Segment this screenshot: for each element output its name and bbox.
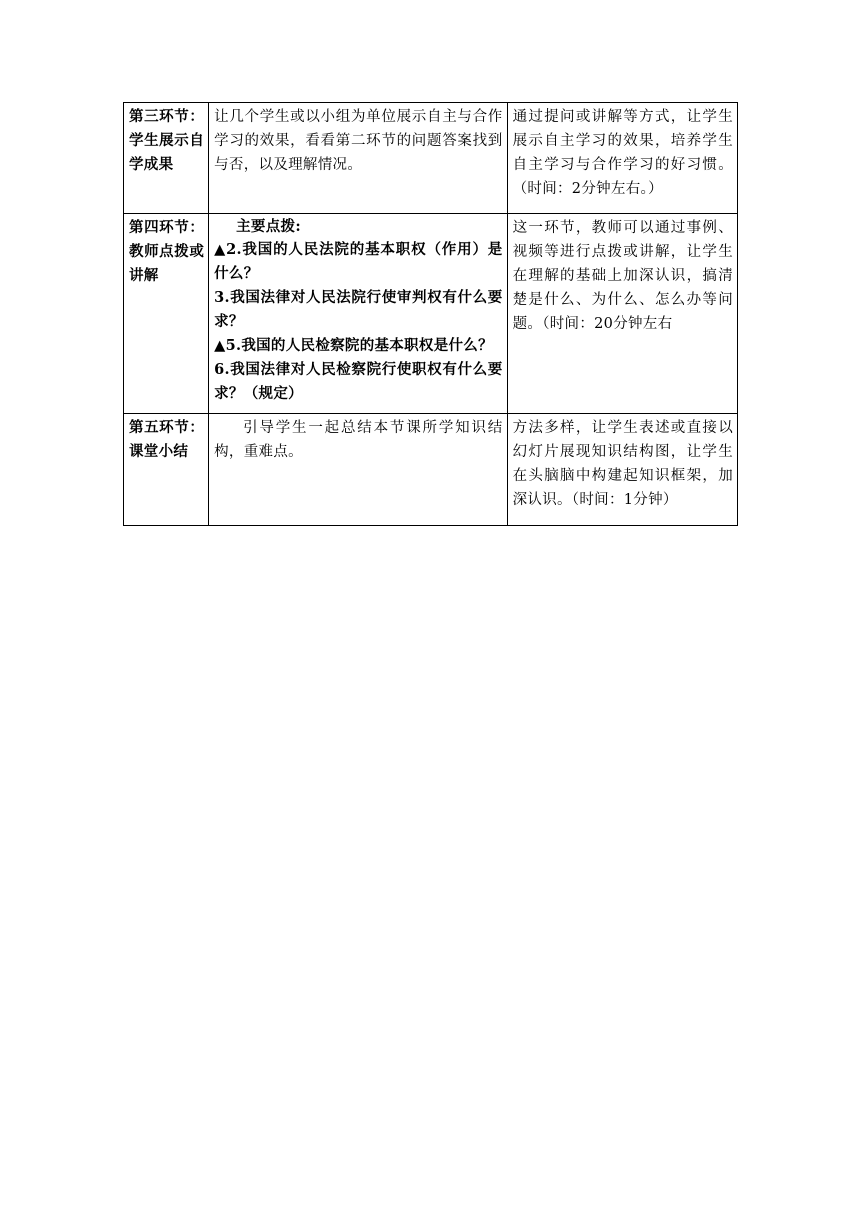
table-row [124,103,738,214]
table-row [124,214,738,414]
stage-cell: 第五环节：课堂小结 [124,414,209,526]
key-points-heading: 主要点拨: [236,218,301,235]
table-row [124,414,738,526]
stage-cell: 第三环节：学生展示自学成果 [124,103,209,214]
lesson-plan-table [123,102,738,526]
activity-cell [209,214,507,414]
key-point-item: 6.我国法律对人民检察院行使职权有什么要求？（规定） [214,361,503,402]
design-note-cell: 这一环节，教师可以通过事例、视频等进行点拨或讲解，让学生在理解的基础上加深认识，搞清楚是什么、为什么、怎么办等问题。（时间：20分钟左右 [507,214,737,414]
activity-cell: 让几个学生或以小组为单位展示自主与合作学习的效果，看看第二环节的问题答案找到与否，以及理解情况。 [209,103,507,214]
key-point-item: ▲2.我国的人民法院的基本职权（作用）是什么？ [214,241,503,282]
key-point-item: 3.我国法律对人民法院行使审判权有什么要求？ [214,289,503,330]
activity-cell: 引导学生一起总结本节课所学知识结构，重难点。 [209,414,507,526]
design-note-cell: 通过提问或讲解等方式，让学生展示自主学习的效果，培养学生自主学习与合作学习的好习惯。（时间：2分钟左右。） [507,103,737,214]
design-note-cell: 方法多样，让学生表述或直接以幻灯片展现知识结构图，让学生在头脑脑中构建起知识框架，加深认识。（时间：1分钟） [507,414,737,526]
stage-cell: 第四环节：教师点拨或讲解 [124,214,209,414]
key-point-item: ▲5.我国的人民检察院的基本职权是什么？ [214,337,493,354]
